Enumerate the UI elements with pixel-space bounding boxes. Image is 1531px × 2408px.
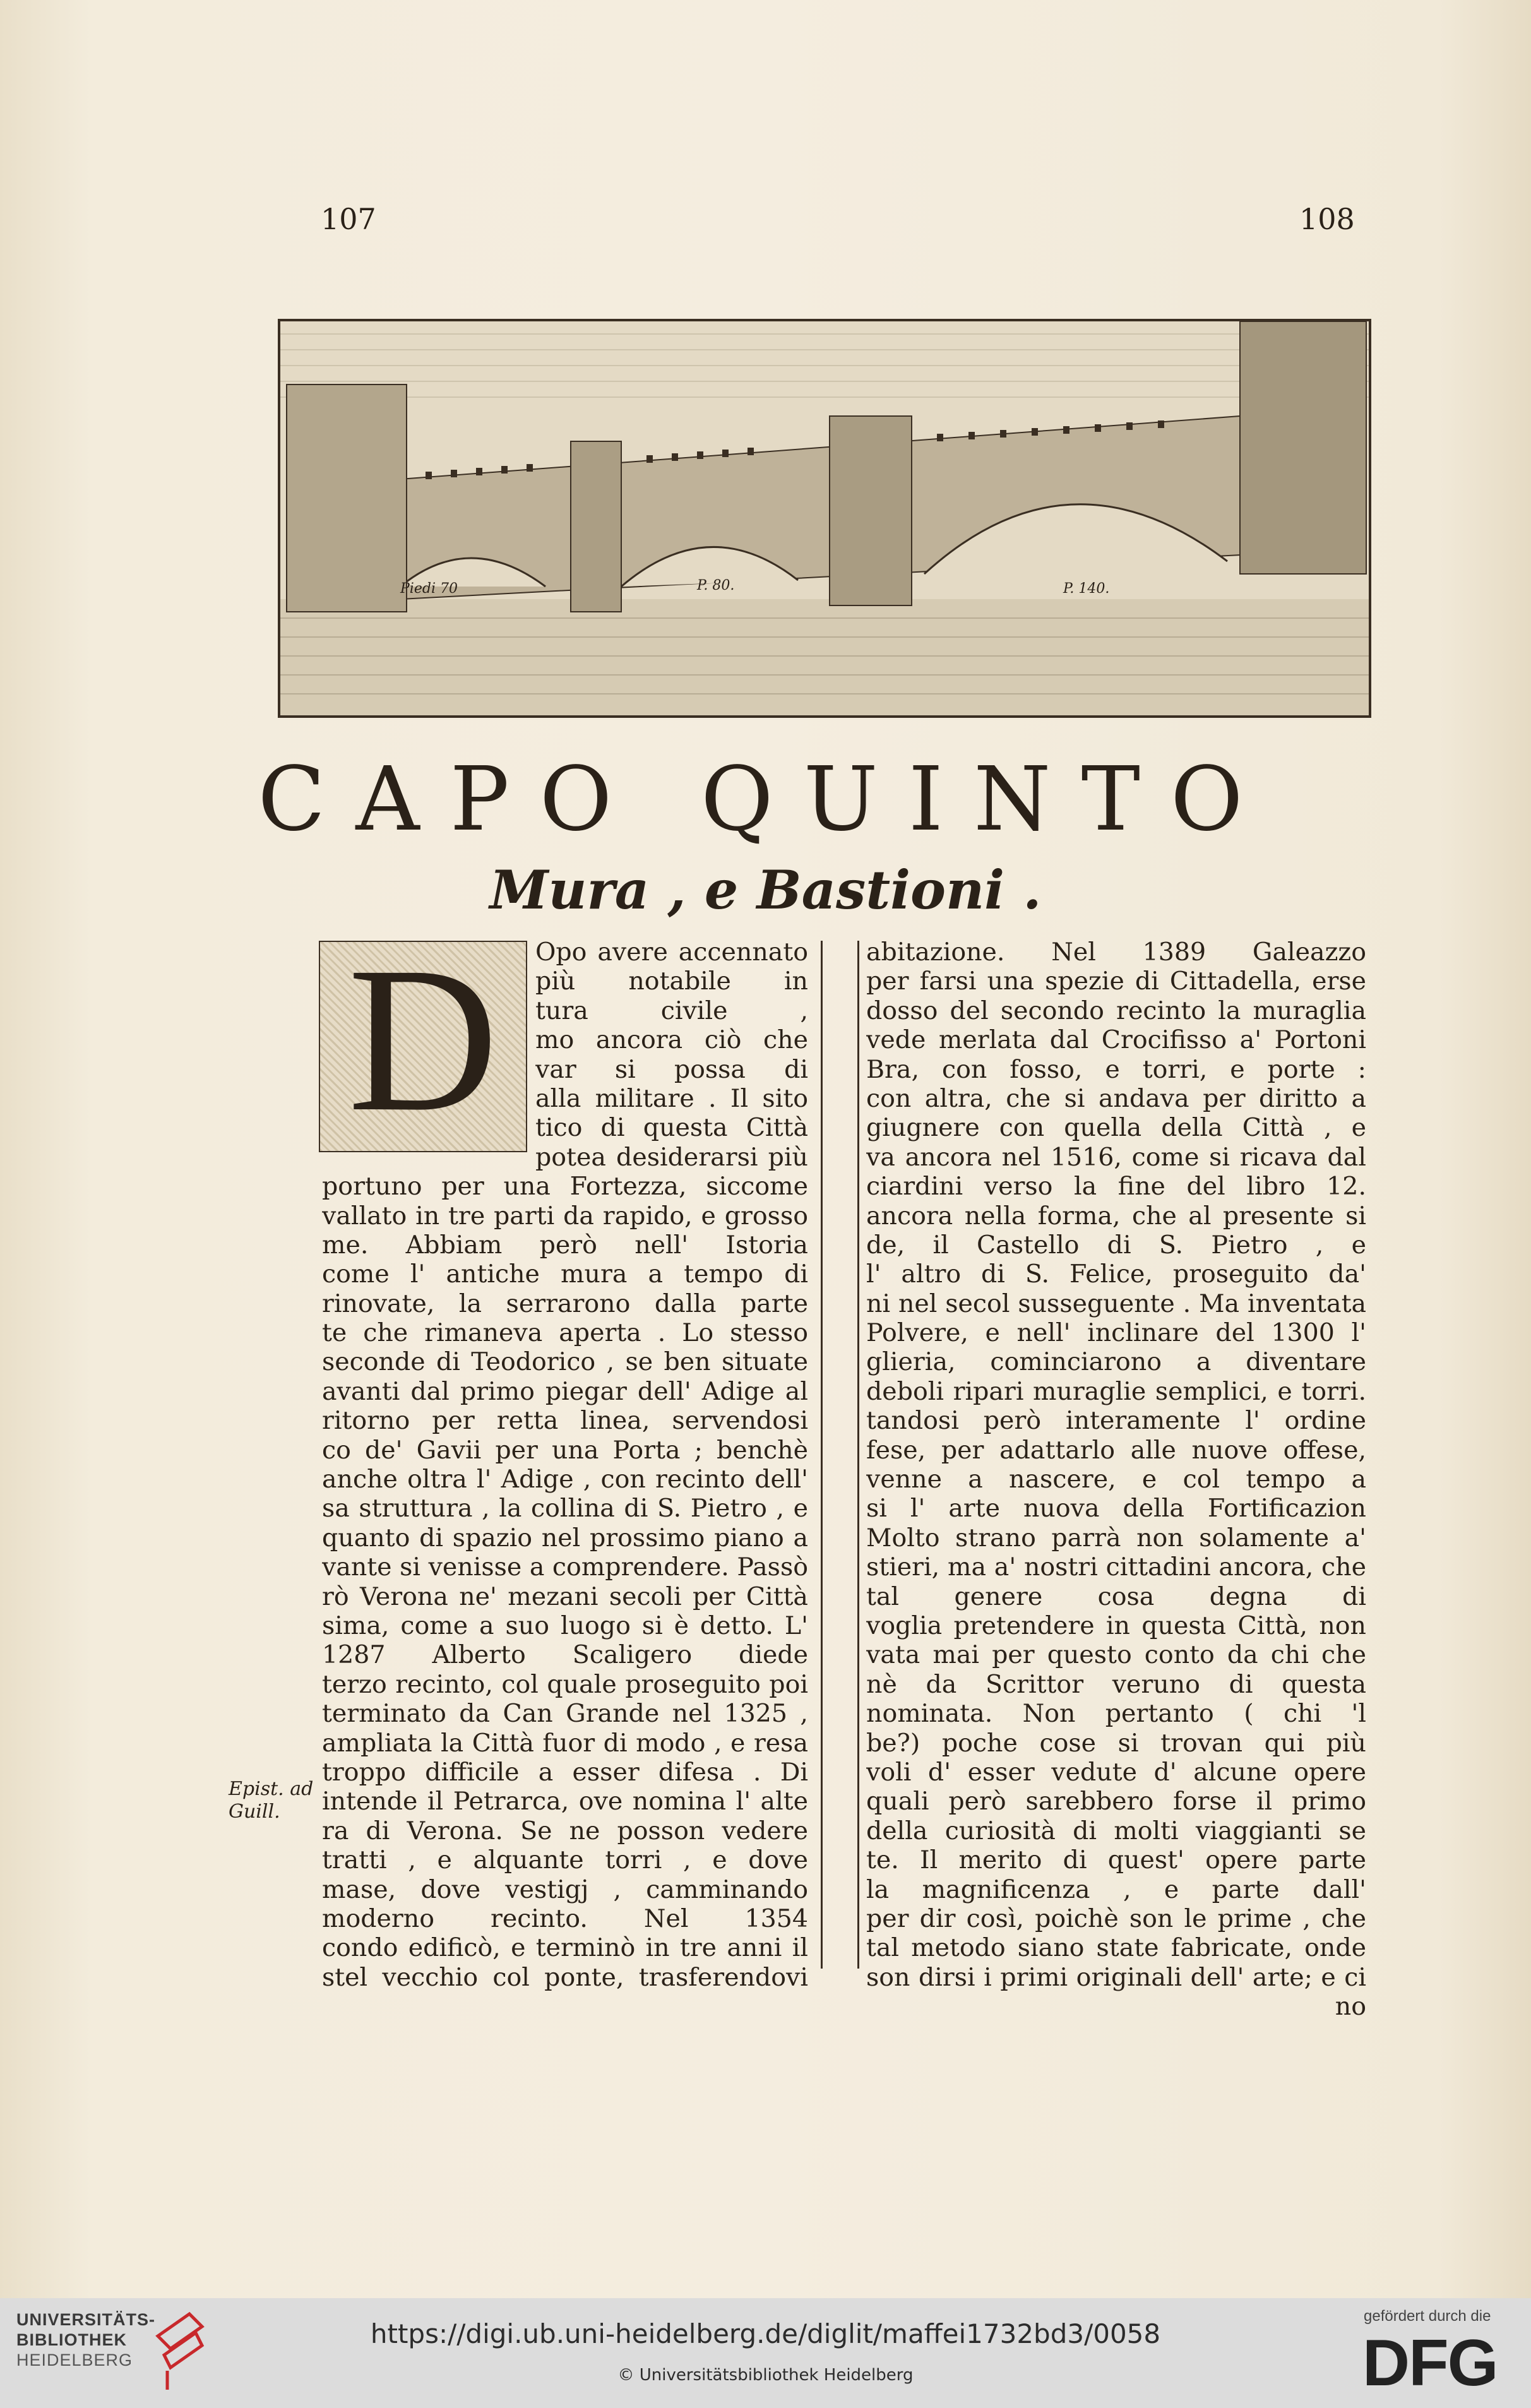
text-line: terzo recinto, col quale proseguito poi: [322, 1669, 808, 1699]
text-line: vede merlata dal Crocifisso a' Portoni: [866, 1025, 1366, 1055]
text-line: be?) poche cose si trovan qui più: [866, 1728, 1366, 1758]
text-line: nè da Scrittor veruno di questa: [866, 1669, 1366, 1699]
text-line: voglia pretendere in questa Città, non: [866, 1611, 1366, 1640]
library-name-line: HEIDELBERG: [16, 2351, 133, 2369]
library-name-line: UNIVERSITÄTS-: [16, 2310, 156, 2329]
text-line: ni nel secol susseguente . Ma inventata: [866, 1289, 1366, 1318]
text-line: alla militare . Il sito: [535, 1083, 808, 1113]
page-number-right: 108: [1299, 202, 1355, 236]
span-label-3: P. 140.: [1063, 581, 1110, 597]
right-text-column: [866, 938, 1366, 2021]
text-line: tratti , e alquante torri , e dove: [322, 1845, 808, 1875]
span-label-1: Piedi 70: [400, 581, 458, 597]
text-line: avanti dal primo piegar dell' Adige al: [322, 1376, 808, 1406]
text-line: no: [1335, 1992, 1366, 2022]
text-line: rinovate, la serrarono dalla parte: [322, 1289, 808, 1318]
text-line: nominata. Non pertanto ( chi 'l: [866, 1699, 1366, 1729]
text-line: terminato da Can Grande nel 1325 ,: [322, 1699, 808, 1729]
text-line: quali però sarebbero forse il primo: [866, 1787, 1366, 1816]
text-line: anche oltra l' Adige , con recinto dell': [322, 1465, 808, 1494]
text-line: va ancora nel 1516, come si ricava dal: [866, 1142, 1366, 1172]
funding-note: gefördert durch die: [1364, 2308, 1491, 2325]
chapter-title: CAPO QUINTO: [258, 748, 1273, 851]
text-line: mo ancora ciò che: [535, 1025, 808, 1055]
text-line: della curiosità di molti viaggianti se: [866, 1816, 1366, 1845]
copyright-notice: © Universitätsbibliothek Heidelberg: [617, 2366, 914, 2385]
text-line: si l' arte nuova della Fortificazion: [866, 1494, 1366, 1523]
library-name-line: BIBLIOTHEK: [16, 2330, 127, 2349]
text-line: per farsi una spezie di Cittadella, erse: [866, 967, 1366, 996]
text-line: rò Verona ne' mezani secoli per Città: [322, 1582, 808, 1611]
text-line: tandosi però interamente l' ordine: [866, 1406, 1366, 1436]
text-line: fese, per adattarlo alle nuove offese,: [866, 1435, 1366, 1465]
text-line: per dir così, poichè son le prime , che: [866, 1904, 1366, 1933]
viewer-footer: [0, 2298, 1531, 2408]
text-line: quanto di spazio nel prossimo piano a: [322, 1523, 808, 1553]
text-line: sima, come a suo luogo si è detto. L': [322, 1611, 808, 1640]
text-line: ra di Verona. Se ne posson vedere: [322, 1816, 808, 1845]
text-line: stel vecchio col ponte, trasferendovi: [322, 1962, 808, 1992]
text-line: vallato in tre parti da rapido, e grosso: [322, 1201, 808, 1231]
text-line: tal genere cosa degna di: [866, 1582, 1366, 1611]
text-line: te che rimaneva aperta . Lo stesso: [322, 1318, 808, 1348]
text-line: come l' antiche mura a tempo di: [322, 1260, 808, 1289]
text-line: intende il Petrarca, ove nomina l' alte: [322, 1787, 808, 1816]
text-line: tura civile ,: [535, 996, 808, 1025]
text-line: 1287 Alberto Scaligero diede: [322, 1640, 808, 1670]
text-line: Polvere, e nell' inclinare del 1300 l': [866, 1318, 1366, 1348]
text-line: con altra, che si andava per diritto a: [866, 1083, 1366, 1113]
text-line: giugnere con quella della Città , e: [866, 1113, 1366, 1143]
text-line: venne a nascere, e col tempo a: [866, 1465, 1366, 1494]
text-line: ampliata la Città fuor di modo , e resa: [322, 1728, 808, 1758]
chapter-subtitle: Mura , e Bastioni .: [489, 859, 1042, 921]
text-line: tico di questa Città: [535, 1113, 808, 1143]
text-line: Bra, con fosso, e torri, e porte :: [866, 1054, 1366, 1084]
text-line: mase, dove vestigj , camminando: [322, 1875, 808, 1904]
text-line: deboli ripari muraglie semplici, e torri.: [866, 1376, 1366, 1406]
castelvecchio-bridge-illustration: [280, 321, 1369, 715]
text-line: te. Il merito di quest' opere parte: [866, 1845, 1366, 1875]
span-label-2: P. 80.: [697, 578, 735, 593]
margin-note-line: Epist. ad: [229, 1778, 314, 1800]
bridge-engraving: [278, 319, 1371, 718]
dfg-logo: DFG: [1362, 2327, 1498, 2400]
text-line: condo edificò, e terminò in tre anni il: [322, 1933, 808, 1963]
left-text-column: [322, 924, 808, 1992]
text-line: vante si venisse a comprendere. Passò: [322, 1553, 808, 1582]
text-line: var si possa di: [535, 1054, 808, 1084]
text-line: troppo difficile a esser difesa . Di: [322, 1757, 808, 1787]
text-line: vata mai per questo conto da chi che: [866, 1640, 1366, 1670]
text-line: l' altro di S. Felice, proseguito da': [866, 1260, 1366, 1289]
text-line: Molto strano parrà non solamente a': [866, 1523, 1366, 1553]
text-line: potea desiderarsi più: [535, 1142, 808, 1172]
text-line: de, il Castello di S. Pietro , e: [866, 1230, 1366, 1260]
text-line: tal metodo siano state fabricate, onde: [866, 1933, 1366, 1963]
text-line: ritorno per retta linea, servendosi: [322, 1406, 808, 1436]
page-number-left: 107: [321, 202, 376, 236]
initial-letter: D: [347, 924, 499, 1155]
permalink-url[interactable]: https://digi.ub.uni-heidelberg.de/diglit/maffei1732bd3/0058: [370, 2318, 1161, 2349]
text-line: son dirsi i primi originali dell' arte; e ci: [866, 1962, 1366, 1992]
text-line: moderno recinto. Nel 1354: [322, 1904, 808, 1933]
text-line: sa struttura , la collina di S. Pietro , e: [322, 1494, 808, 1523]
text-line: voli d' esser vedute d' alcune opere: [866, 1757, 1366, 1787]
text-line: co de' Gavii per una Porta ; benchè: [322, 1435, 808, 1465]
text-line: più notabile in: [535, 967, 808, 996]
text-line: Opo avere accennato: [535, 938, 808, 967]
text-line: la magnificenza , e parte dall': [866, 1875, 1366, 1904]
margin-note: [229, 1778, 313, 1823]
text-line: seconde di Teodorico , se ben situate: [322, 1347, 808, 1377]
text-line: ciardini verso la fine del libro 12.: [866, 1172, 1366, 1201]
text-line: me. Abbiam però nell' Istoria: [322, 1230, 808, 1260]
column-divider-right: [857, 941, 859, 1969]
text-line: glieria, cominciarono a diventare: [866, 1347, 1366, 1377]
text-line: ancora nella forma, che al presente si: [866, 1201, 1366, 1231]
text-line: stieri, ma a' nostri cittadini ancora, che: [866, 1553, 1366, 1582]
margin-note-line: Guill.: [229, 1801, 280, 1823]
column-divider-left: [821, 941, 823, 1969]
text-line: abitazione. Nel 1389 Galeazzo: [866, 938, 1366, 967]
text-line: portuno per una Fortezza, siccome: [322, 1172, 808, 1201]
text-line: dosso del secondo recinto la muraglia: [866, 996, 1366, 1025]
